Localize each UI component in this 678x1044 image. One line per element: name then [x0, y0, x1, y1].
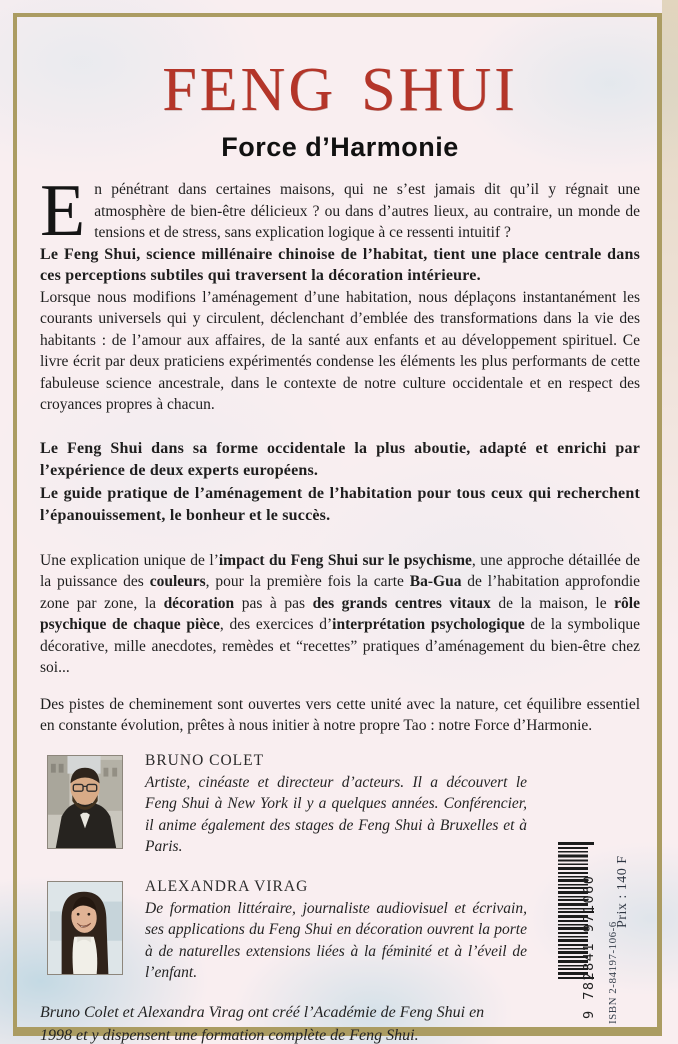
dropcap-letter: E [40, 170, 86, 252]
isbn-label: ISBN 2-84197-106-6 [607, 921, 619, 1024]
highlight-line: Le guide pratique de l’aménagement de l’habitation pour tous ceux qui recherchent l’épanouissement, le bonheur et le succès. [40, 484, 640, 524]
academy-note: Bruno Colet et Alexandra Virag ont créé l’Académie de Feng Shui en 1998 et y dispensent une formation complète de Feng Shui. [40, 1003, 485, 1044]
barcode-number: 9 782841 971060 [581, 874, 597, 1019]
closing-paragraph: Des pistes de cheminement sont ouvertes vers cette unité avec la nature, cet équilibre essentiel en constante évolution, prêtes à nous initier à notre propre Tao : notre Force d’Harmonie. [40, 695, 640, 734]
intro-opening-text: n pénétrant dans certaines maisons, qui ne s’est jamais dit qu’il y régnait une atmosphère de bien-être délicieux ? ou dans d’autres lieux, au contraire, un monde de tensions et de stress, sans explication logique à ce ressenti intuitif ? [94, 181, 640, 241]
author-name: ALEXANDRA VIRAG [145, 877, 309, 895]
author-bio: Artiste, cinéaste et directeur d’acteurs. Il a découvert le Feng Shui à New York il y a quelques années. Conférencier, il anime également des stages de Feng Shui à Bruxelles et à Paris. [145, 773, 527, 855]
highlight-line: Le Feng Shui dans sa forme occidentale la plus aboutie, adapté et enrichi par l’expérience de deux experts européens. [40, 439, 640, 479]
cover-content [40, 34, 640, 1044]
bruno-portrait-illustration [48, 756, 122, 848]
book-subtitle: Force d’Harmonie [221, 132, 459, 162]
bruno-colet-photo [47, 755, 123, 849]
author-block-bruno [40, 752, 527, 858]
author-block-alexandra [40, 878, 527, 984]
author-bio: De formation littéraire, journaliste audiovisuel et écrivain, ses applications du Feng Shui en décoration ouvrent la porte à de naturelles extensions liées à la féminité et à l’éveil de l’enfant. [145, 899, 527, 981]
price-label: Prix : 140 F [615, 855, 630, 928]
intro-paragraph [40, 170, 640, 416]
highlights-block [40, 438, 640, 528]
alexandra-portrait-illustration [48, 882, 122, 974]
intro-lead-bold: Le Feng Shui, science millénaire chinoise de l’habitat, tient une place centrale dans ces perceptions subtiles qui traversent la décoration intérieure. [40, 245, 640, 284]
alexandra-virag-photo [47, 881, 123, 975]
features-paragraph: Une explication unique de l’impact du Feng Shui sur le psychisme, une approche détaillée de la puissance des couleurs, pour la première fois la carte Ba-Gua de l’habitation approfondie zone par zone, la décoration pas à pas des grands centres vitaux de la maison, le rôle psychique de chaque pièce, des exercices d’interprétation psychologique de la symbolique décorative, mille anecdotes, remèdes et “recettes” pratiques d’aménagement du bien-être chez soi... [40, 551, 640, 676]
intro-continuation: Lorsque nous modifions l’aménagement d’une habitation, nous déplaçons instantanément les courants universels qui y circulent, déclenchant d’emblée des transformations dans la vie des habitants : de l’amour aux affaires, de la santé aux enfants et au développement spirituel. Ce livre écrit par deux praticiens expérimentés condense les éléments les plus performants de cette fabuleuse science ancestrale, dans le contexte de notre culture occidentale et en respect des croyances propres à chacun. [40, 288, 640, 413]
author-name: BRUNO COLET [145, 751, 265, 769]
book-title: feng shui [162, 33, 518, 130]
